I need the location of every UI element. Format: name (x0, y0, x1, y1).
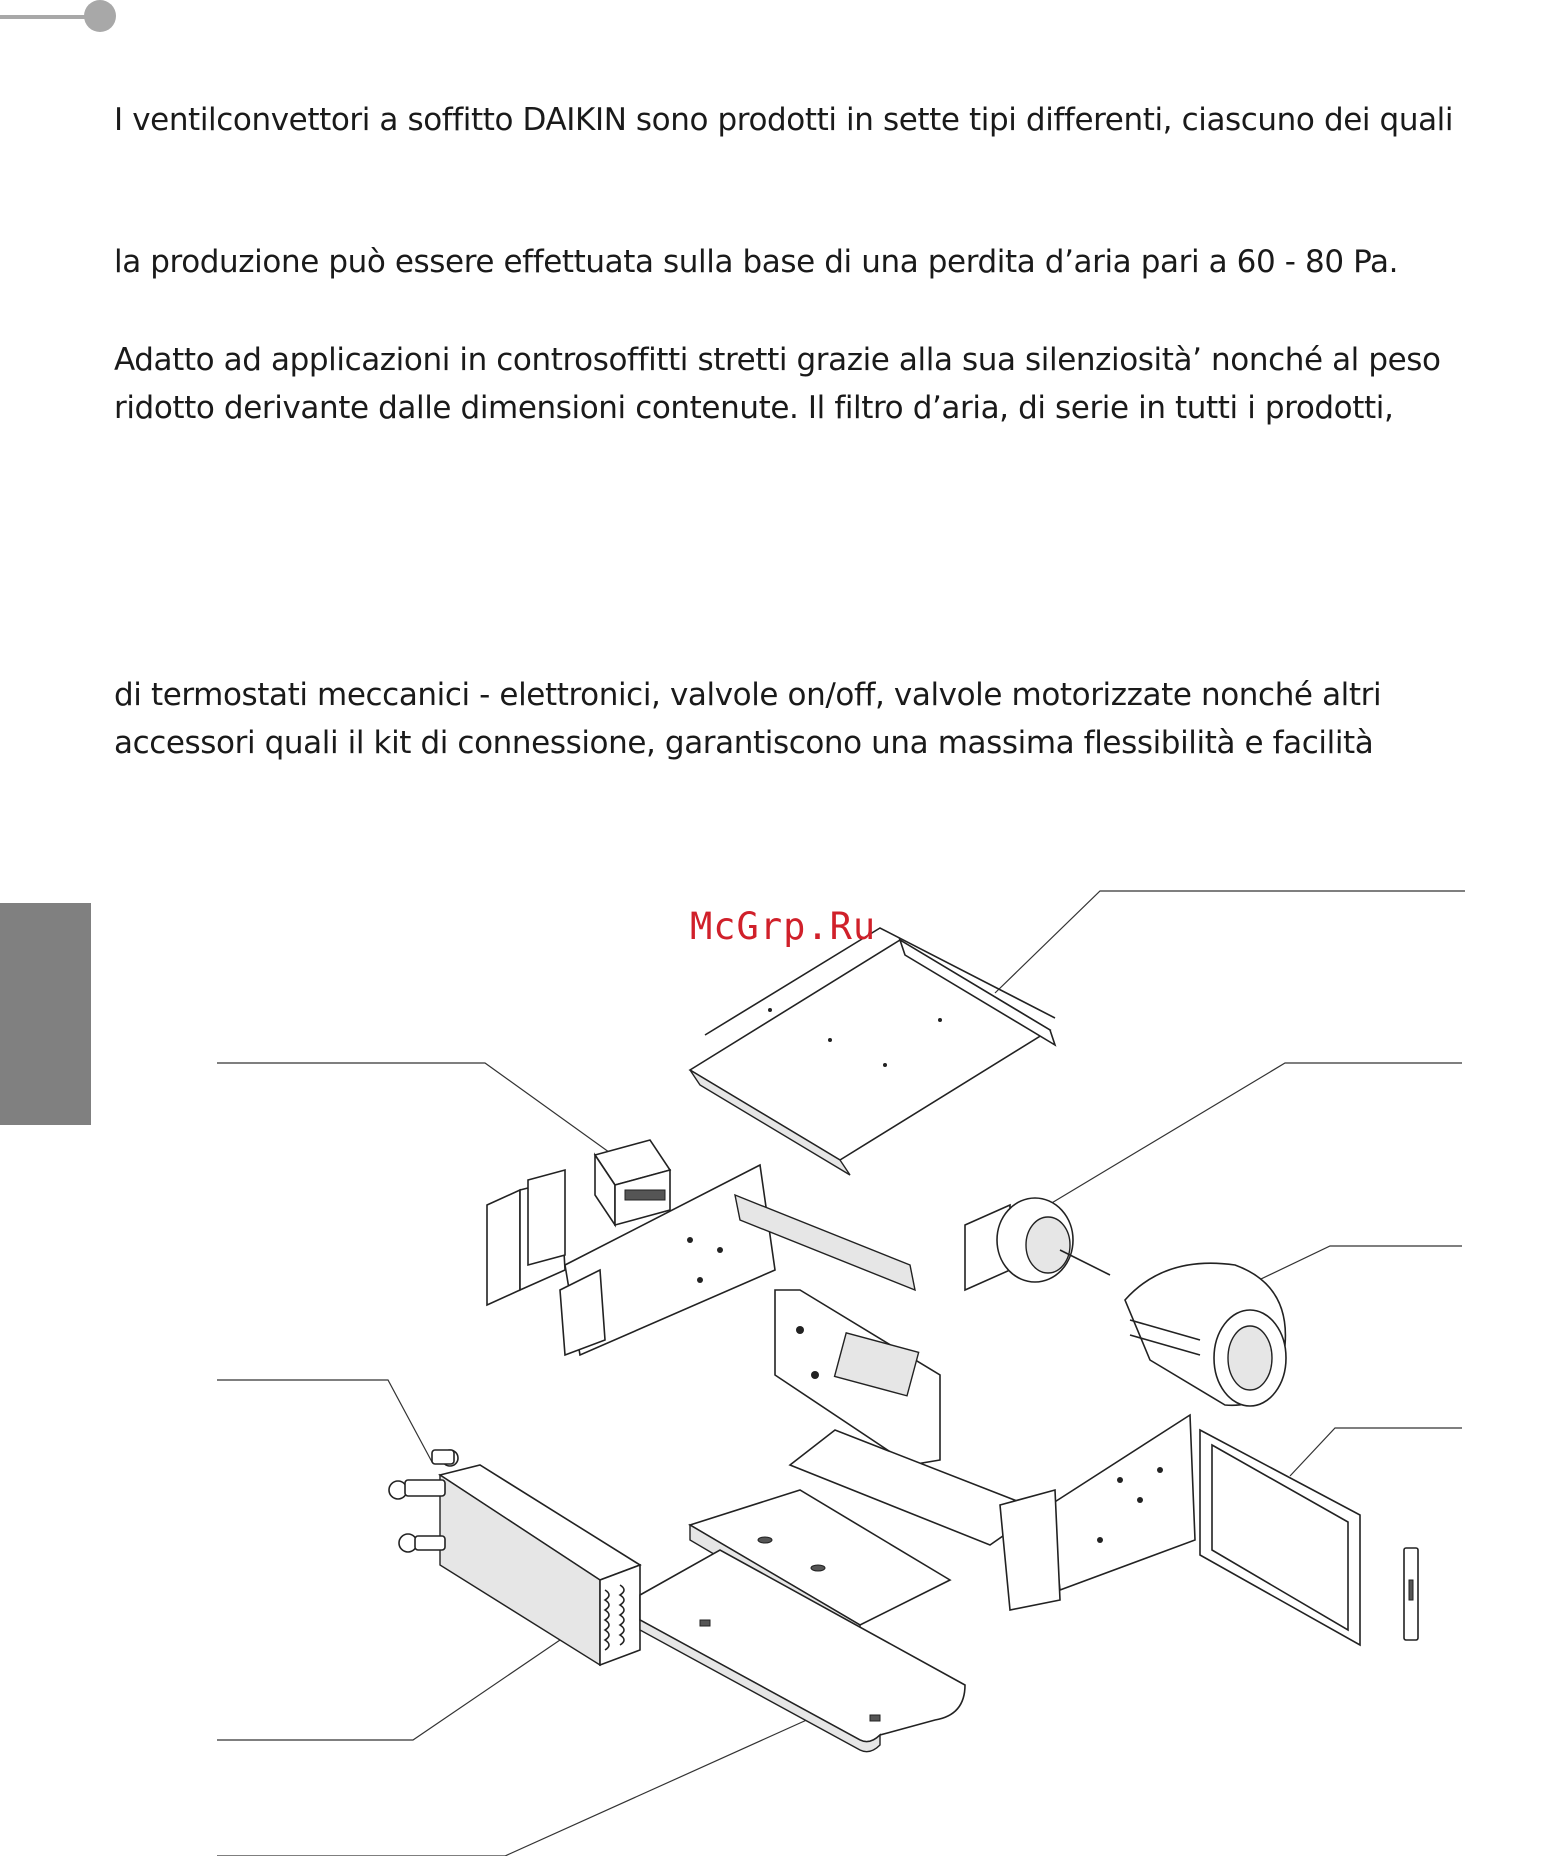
leader-blower (1238, 1246, 1462, 1290)
paragraph-4-line-2: accessori quali il kit di connessione, garantiscono una massima flessibilità e facilità (114, 725, 1374, 761)
paragraph-1-line-1: I ventilconvettori a soffitto DAIKIN sono prodotti in sette tipi differenti, ciascuno dei quali (114, 102, 1454, 138)
leader-electrical-box (217, 1063, 620, 1160)
watermark: McGrp.Ru (690, 905, 877, 948)
top-panel-icon (690, 928, 1055, 1175)
header-rule (0, 15, 88, 19)
paragraph-3 (114, 336, 1564, 432)
leader-coil (217, 1640, 560, 1740)
side-panel-left-icon (487, 1170, 565, 1305)
header-dot (84, 0, 116, 32)
blower-fan-icon (1125, 1263, 1286, 1406)
leader-filter (1290, 1428, 1462, 1476)
air-filter-icon (1200, 1430, 1360, 1645)
side-panel-right-icon (1000, 1415, 1195, 1610)
paragraph-4 (114, 671, 1564, 767)
leader-valves (217, 1380, 432, 1462)
paragraph-2 (114, 238, 1564, 286)
leader-fan-motor (1040, 1063, 1462, 1210)
leader-top-panel (995, 891, 1465, 993)
paragraph-3-line-2: ridotto derivante dalle dimensioni contenute. Il filtro d’aria, di serie in tutti i prodotti, (114, 390, 1394, 426)
paragraph-3-line-1: Adatto ad applicazioni in controsoffitti stretti grazie alla sua silenziosità’ nonché al peso (114, 342, 1441, 378)
bracket-icon (1404, 1548, 1418, 1640)
paragraph-1 (114, 96, 1564, 144)
paragraph-4-line-1: di termostati meccanici - elettronici, valvole on/off, valvole motorizzate nonché altri (114, 677, 1382, 713)
fan-motor-icon (965, 1198, 1110, 1290)
electrical-box-icon (595, 1140, 670, 1225)
water-coil-icon (440, 1465, 640, 1665)
leader-drain-pan (217, 1714, 820, 1856)
exploded-view-diagram (0, 880, 1565, 1856)
paragraph-2-line-1: la produzione può essere effettuata sulla base di una perdita d’aria pari a 60 - 80 Pa. (114, 244, 1399, 280)
